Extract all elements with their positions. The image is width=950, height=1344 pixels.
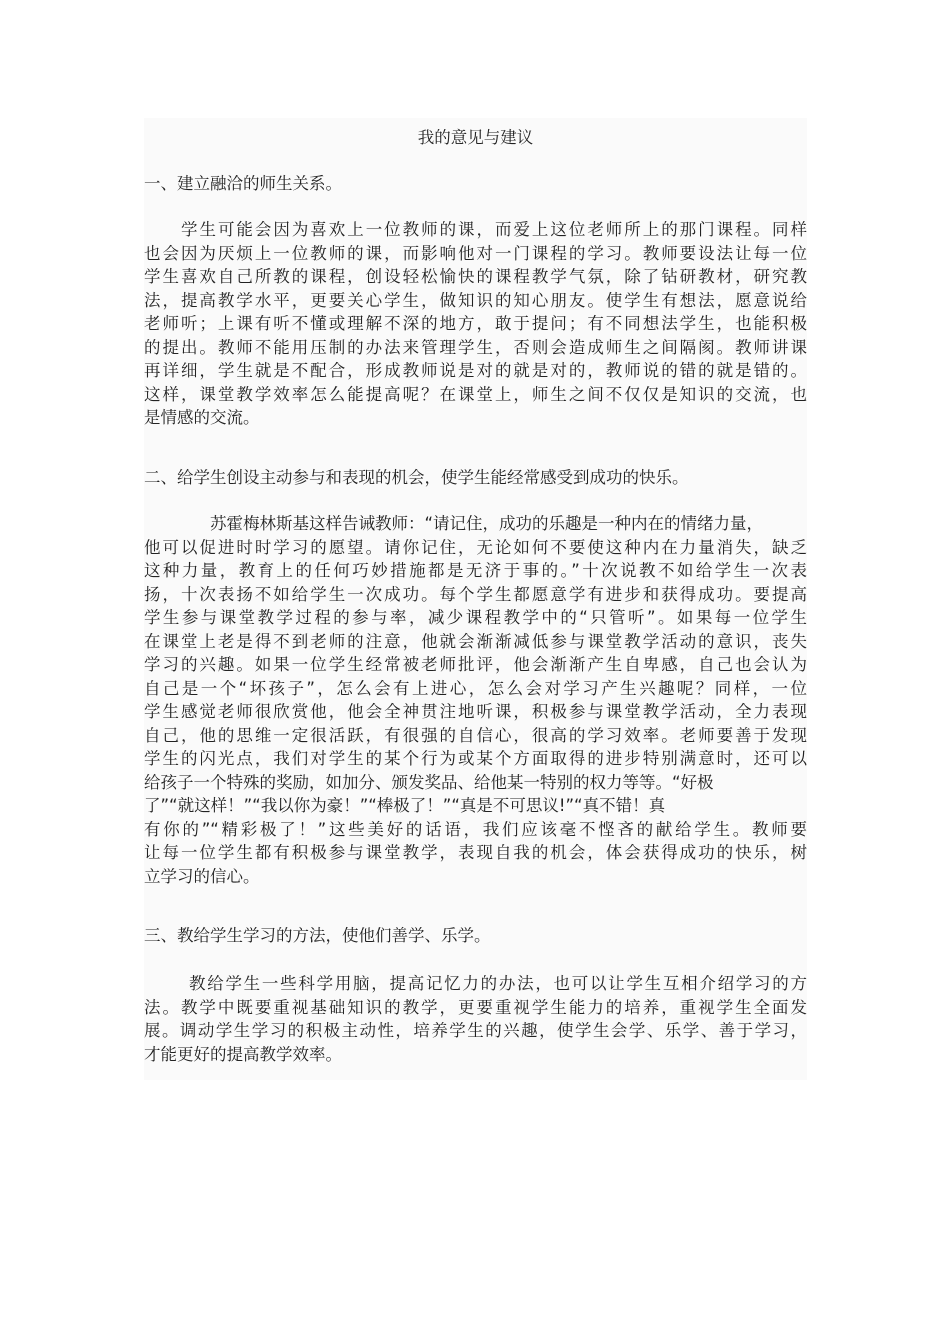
section-heading-2: 二、给学生创设主动参与和表现的机会，使学生能经常感受到成功的快乐。 [144, 468, 689, 487]
section-paragraph-3 [144, 972, 807, 1066]
paragraph-line: 立学习的信心。 [144, 866, 260, 886]
document-title: 我的意见与建议 [417, 128, 534, 147]
paragraph-line: 这种力量，教育上的任何巧妙措施都是无济于事的。”十次说教不如给学生一次表 [144, 561, 807, 580]
paragraph-line: 法，提高教学水平，更要关心学生，做知识的知心朋友。使学生有想法，愿意说给 [144, 290, 807, 310]
paragraph-line: 学生参与课堂教学过程的参与率，减少课程教学中的“只管听”。如果每一位学生 [144, 608, 807, 627]
paragraph-line: 学生感觉老师很欣赏他，他会全神贯注地听课，积极参与课堂教学活动，全力表现 [144, 702, 807, 721]
section-heading-3: 三、教给学生学习的方法，使他们善学、乐学。 [144, 926, 491, 945]
paragraph-line: 给孩子一个特殊的奖励，如加分、颁发奖品、给他某一特别的权力等等。“好极 [144, 772, 714, 792]
paragraph-line: 法。教学中既要重视基础知识的教学，更要重视学生能力的培养，重视学生全面发 [144, 997, 807, 1017]
paragraph-line: 学生喜欢自己所教的课程，创设轻松愉快的课程教学气氛，除了钻研教材，研究教 [144, 267, 807, 286]
paragraph-line: 学习的兴趣。如果一位学生经常被老师批评，他会渐渐产生自卑感，自己也会认为 [144, 655, 807, 674]
paragraph-line: 自己，他的思维一定很活跃，有很强的自信心，很高的学习效率。老师要善于发现 [144, 725, 807, 745]
paragraph-line: 也会因为厌烦上一位教师的课，而影响他对一门课程的学习。教师要设法让每一位 [144, 243, 807, 263]
paragraph-line: 老师听；上课有听不懂或理解不深的地方，敢于提问；有不同想法学生，也能积极 [144, 314, 807, 333]
section-heading-1: 一、建立融洽的师生关系。 [144, 174, 342, 193]
paragraph-line: 再详细，学生就是不配合，形成教师说是对的就是对的，教师说的错的就是错的。 [144, 361, 807, 380]
paragraph-line: 是情感的交流。 [144, 408, 260, 427]
paragraph-line: 学生的闪光点，我们对学生的某个行为或某个方面取得的进步特别满意时，还可以 [144, 749, 807, 768]
paragraph-line: 展。调动学生学习的积极主动性，培养学生的兴趣，使学生会学、乐学、善于学习， [144, 1021, 807, 1040]
paragraph-line: 了”“就这样！”“我以你为豪！”“棒极了！”“真是不可思议!”“真不错！真 [144, 796, 666, 815]
paragraph-line: 学生可能会因为喜欢上一位教师的课，而爱上这位老师所上的那门课程。同样 [181, 220, 807, 239]
paragraph-line: 在课堂上老是得不到老师的注意，他就会渐渐减低参与课堂教学活动的意识，丧失 [144, 631, 807, 651]
paragraph-line: 的提出。教师不能用压制的办法来管理学生，否则会造成师生之间隔阂。教师讲课 [144, 337, 807, 357]
paragraph-line: 才能更好的提高教学效率。 [144, 1044, 342, 1064]
paragraph-line: 自己是一个“坏孩子”，怎么会有上进心，怎么会对学习产生兴趣呢？同样，一位 [144, 678, 807, 698]
paragraph-line: 他可以促进时时学习的愿望。请你记住，无论如何不要使这种内在力量消失，缺乏 [144, 537, 807, 557]
section-paragraph-2 [144, 512, 807, 888]
section-paragraph-1 [144, 218, 807, 430]
paragraph-line: 苏霍梅林斯基这样告诫教师：“请记住，成功的乐趣是一种内在的情绪力量， [210, 514, 764, 533]
document-text-block [144, 118, 807, 1080]
paragraph-line: 教给学生一些科学用脑，提高记忆力的办法，也可以让学生互相介绍学习的方 [189, 974, 807, 993]
paragraph-line: 扬，十次表扬不如给学生一次成功。每个学生都愿意学有进步和获得成功。要提高 [144, 584, 807, 604]
paragraph-line: 有你的”“精彩极了！”这些美好的话语，我们应该毫不悭吝的献给学生。教师要 [144, 819, 807, 839]
paragraph-line: 这样，课堂教学效率怎么能提高呢？在课堂上，师生之间不仅仅是知识的交流，也 [144, 384, 807, 404]
paragraph-line: 让每一位学生都有积极参与课堂教学，表现自我的机会，体会获得成功的快乐，树 [144, 843, 807, 862]
